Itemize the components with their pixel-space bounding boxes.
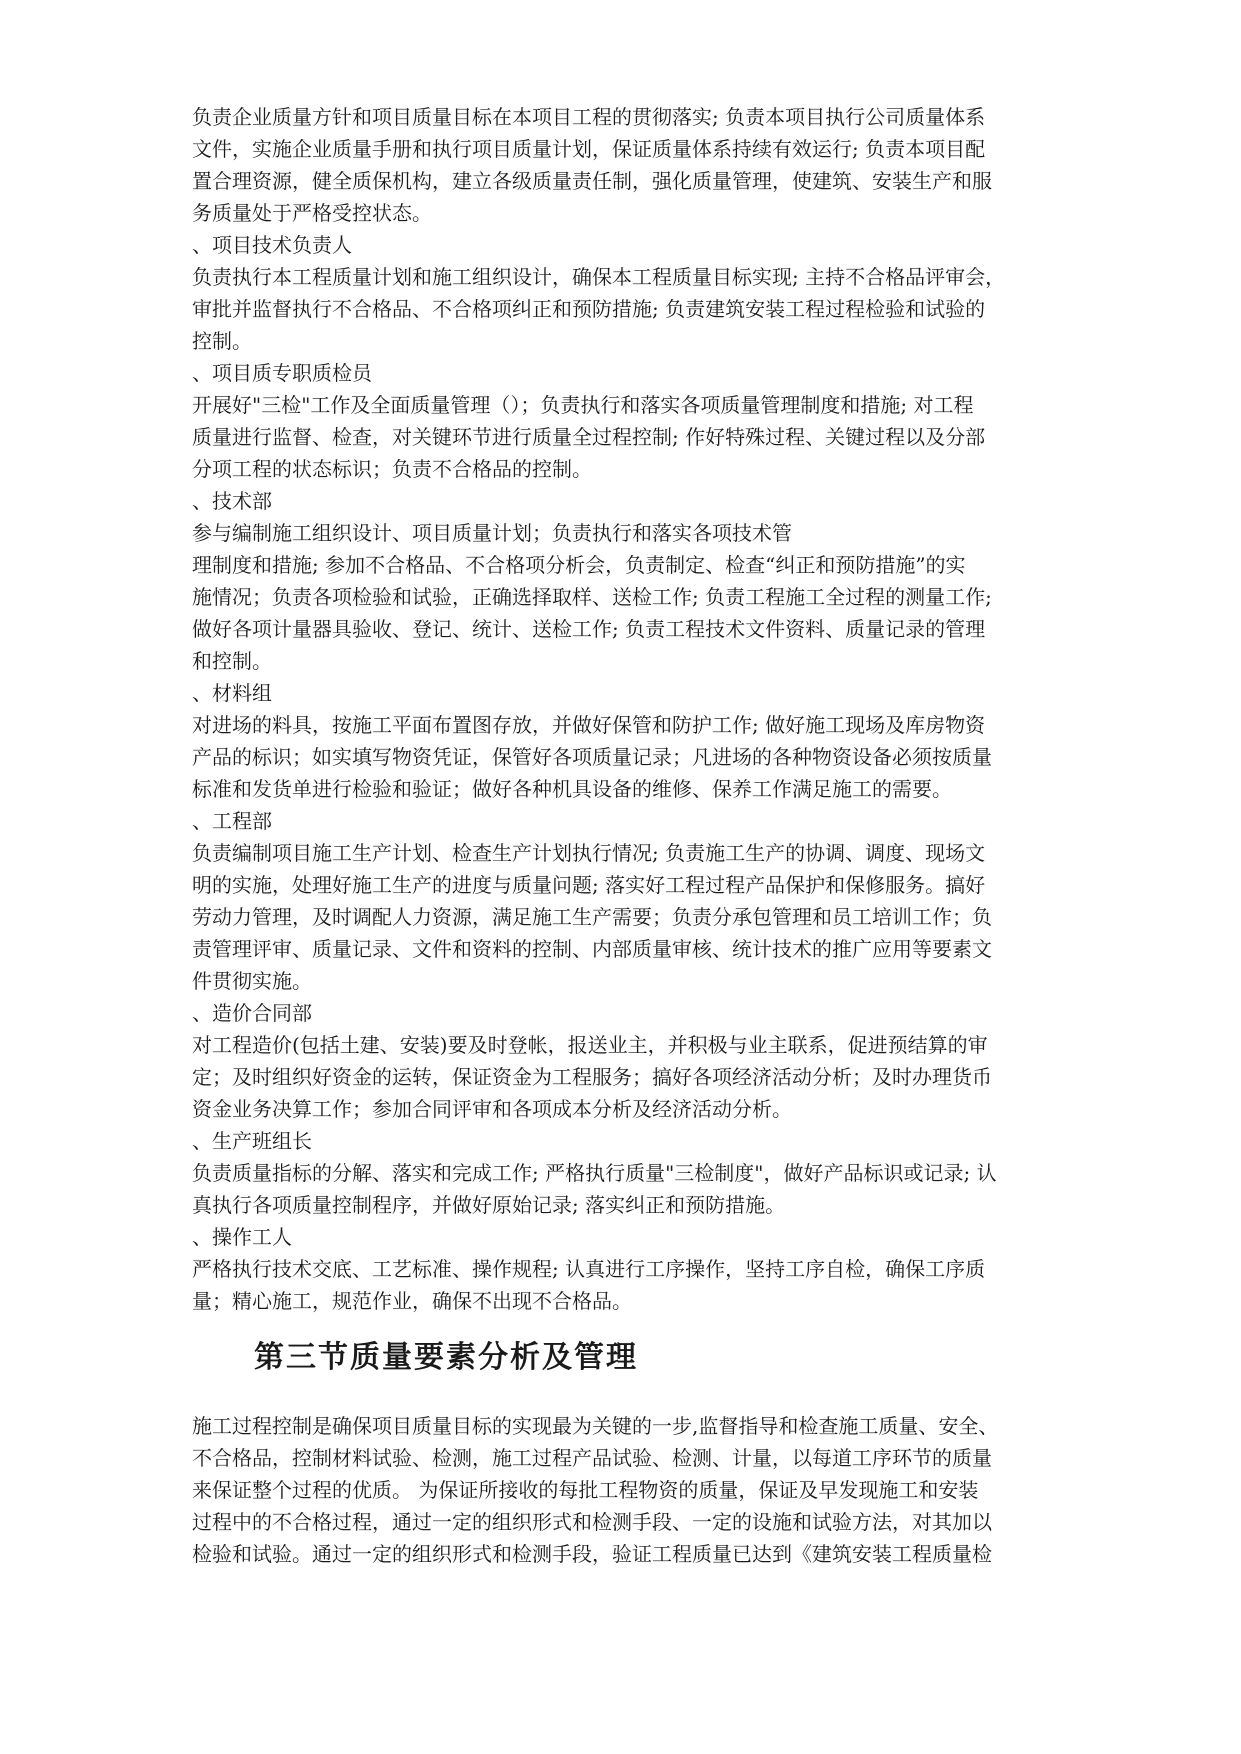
text-line: 分项工程的状态标识；负责不合格品的控制。 [192,457,592,481]
text-line: 负责企业质量方针和项目质量目标在本项目工程的贯彻落实; 负责本项目执行公司质量体系 [192,105,986,129]
text-line: 过程中的不合格过程，通过一定的组织形式和检测手段、一定的设施和试验方法，对其加以 [192,1510,992,1534]
text-line: 不合格品，控制材料试验、检测，施工过程产品试验、检测、计量，以每道工序环节的质量 [192,1446,992,1470]
subheading-quality-inspector: 、项目质专职质检员 [192,361,372,385]
text-line: 理制度和措施; 参加不合格品、不合格项分析会，负责制定、检查“纠正和预防措施”的实 [192,553,966,577]
text-line: 标准和发货单进行检验和验证；做好各种机具设备的维修、保养工作满足施工的需要。 [192,777,952,801]
text-line: 务质量处于严格受控状态。 [192,201,432,225]
text-line: 参与编制施工组织设计、项目质量计划；负责执行和落实各项技术管 [192,521,792,545]
text-line: 开展好"三检"工作及全面质量管理（）；负责执行和落实各项质量管理制度和措施; 对工程 [192,393,974,417]
text-line: 负责编制项目施工生产计划、检查生产计划执行情况; 负责施工生产的协调、调度、现场文 [192,841,986,865]
subheading-workers: 、操作工人 [192,1225,292,1249]
text-line: 来保证整个过程的优质。 为保证所接收的每批工程物资的质量，保证及早发现施工和安装 [192,1478,979,1502]
text-line: 检验和试验。通过一定的组织形式和检测手段，验证工程质量已达到《建筑安装工程质量检 [192,1542,992,1566]
text-line: 劳动力管理，及时调配人力资源，满足施工生产需要；负责分承包管理和员工培训工作；负 [192,905,992,929]
text-line: 资金业务决算工作；参加合同评审和各项成本分析及经济活动分析。 [192,1097,792,1121]
subheading-cost-contract-dept: 、造价合同部 [192,1001,312,1025]
text-line: 明的实施，处理好施工生产的进度与质量问题; 落实好工程过程产品保护和保修服务。搞好 [192,873,986,897]
text-line: 文件，实施企业质量手册和执行项目质量计划，保证质量体系持续有效运行; 负责本项目配 [192,137,986,161]
text-line: 真执行各项质量控制程序，并做好原始记录; 落实纠正和预防措施。 [192,1193,786,1217]
text-line: 控制。 [192,329,252,353]
text-line: 对进场的料具，按施工平面布置图存放，并做好保管和防护工作; 做好施工现场及库房物资 [192,713,986,737]
text-line: 施工过程控制是确保项目质量目标的实现最为关键的一步,监督指导和检查施工质量、安全、 [192,1414,999,1438]
text-line: 定；及时组织好资金的运转，保证资金为工程服务；搞好各项经济活动分析；及时办理货币 [192,1065,992,1089]
subheading-tech-dept: 、技术部 [192,489,272,513]
text-line: 施情况；负责各项检验和试验，正确选择取样、送检工作; 负责工程施工全过程的测量工作; [192,585,992,609]
text-line: 质量进行监督、检查，对关键环节进行质量全过程控制; 作好特殊过程、关键过程以及分部 [192,425,986,449]
text-line: 负责质量指标的分解、落实和完成工作; 严格执行质量"三检制度"，做好产品标识或记录; 认 [192,1161,997,1185]
text-line: 负责执行本工程质量计划和施工组织设计，确保本工程质量目标实现; 主持不合格品评审会， [192,265,1006,289]
subheading-engineering-dept: 、工程部 [192,809,272,833]
subheading-materials-group: 、材料组 [192,681,272,705]
text-line: 责管理评审、质量记录、文件和资料的控制、内部质量审核、统计技术的推广应用等要素文 [192,937,992,961]
subheading-team-leader: 、生产班组长 [192,1129,312,1153]
subheading-project-tech-lead: 、项目技术负责人 [192,233,352,257]
text-line: 和控制。 [192,649,272,673]
text-line: 严格执行技术交底、工艺标准、操作规程; 认真进行工序操作，坚持工序自检，确保工序质 [192,1257,986,1281]
text-line: 件贯彻实施。 [192,969,312,993]
text-line: 置合理资源，健全质保机构，建立各级质量责任制，强化质量管理，使建筑、安装生产和服 [192,169,992,193]
text-line: 产品的标识；如实填写物资凭证，保管好各项质量记录；凡进场的各种物资设备必须按质量 [192,745,992,769]
text-line: 做好各项计量器具验收、登记、统计、送检工作; 负责工程技术文件资料、质量记录的管理 [192,617,986,641]
text-line: 审批并监督执行不合格品、不合格项纠正和预防措施; 负责建筑安装工程过程检验和试验的 [192,297,986,321]
text-line: 量；精心施工，规范作业，确保不出现不合格品。 [192,1289,632,1313]
section-3-heading: 第三节质量要素分析及管理 [254,1340,638,1375]
text-line: 对工程造价(包括土建、安装)要及时登帐，报送业主，并积极与业主联系，促进预结算的审 [192,1033,988,1057]
